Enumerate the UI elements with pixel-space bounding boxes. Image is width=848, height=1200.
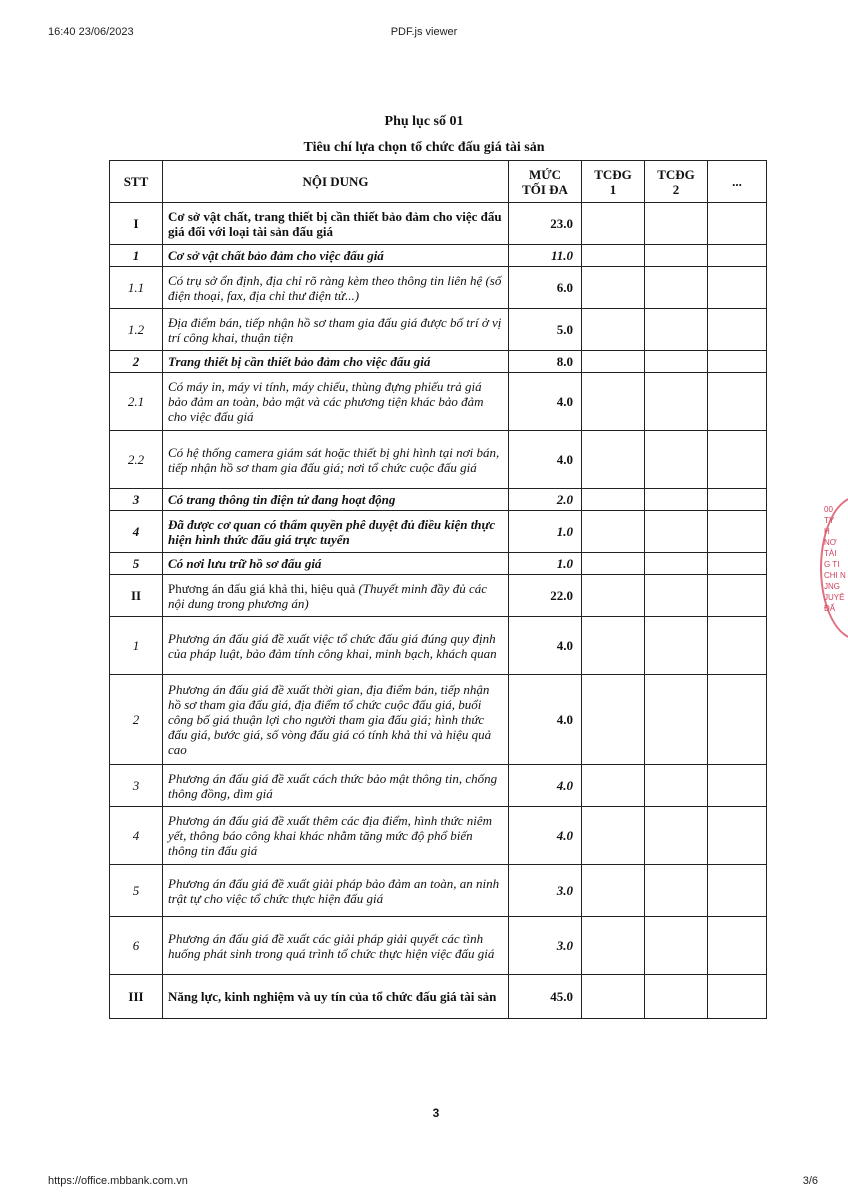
table-header-row bbox=[110, 161, 767, 203]
table-row: II Phương án đấu giá khả thi, hiệu quả (Thuyết minh đầy đủ các nội dung trong phương án) 22.0 bbox=[110, 575, 767, 617]
table-row: 2 Phương án đấu giá đề xuất thời gian, địa điểm bán, tiếp nhận hồ sơ tham gia đấu giá, địa điểm tổ chức cuộc đấu giá, buổi công bố giá thuận lợi cho người tham gia đấu giá; hình thức đấu giá, bước giá, số vòng đấu giá có tính khả thi và hiệu quả cao 4.0 bbox=[110, 675, 767, 765]
page-number: 3 bbox=[432, 1106, 440, 1120]
table-row: 2.1 Có máy in, máy vi tính, máy chiếu, thùng đựng phiếu trả giá bảo đảm an toàn, bảo mật và các phương tiện khác bảo đảm cho việc đấu giá 4.0 bbox=[110, 373, 767, 431]
table-row: 1 Phương án đấu giá đề xuất việc tổ chức đấu giá đúng quy định của pháp luật, bảo đảm tính công khai, minh bạch, khách quan 4.0 bbox=[110, 617, 767, 675]
header-max: MỨC TỐI ĐA bbox=[509, 161, 582, 203]
header-tcdg-2: TCĐG 2 bbox=[645, 161, 708, 203]
table-row: 5 Có nơi lưu trữ hồ sơ đấu giá 1.0 bbox=[110, 553, 767, 575]
appendix-subtitle: Tiêu chí lựa chọn tổ chức đấu giá tài sản bbox=[303, 140, 545, 155]
table-row: 1 Cơ sở vật chất bảo đảm cho việc đấu giá 11.0 bbox=[110, 245, 767, 267]
table-row: 5 Phương án đấu giá đề xuất giải pháp bảo đảm an toàn, an ninh trật tự cho việc tổ chức thực hiện đấu giá 3.0 bbox=[110, 865, 767, 917]
header-tcdg-1: TCĐG 1 bbox=[582, 161, 645, 203]
table-row: 2 Trang thiết bị cần thiết bảo đảm cho việc đấu giá 8.0 bbox=[110, 351, 767, 373]
table-row: 4 Phương án đấu giá đề xuất thêm các địa điểm, hình thức niêm yết, thông báo công khai khác nhằm tăng mức độ phổ biến thông tin đấu giá 4.0 bbox=[110, 807, 767, 865]
criteria-table bbox=[109, 160, 767, 1019]
page-counter: 3/6 bbox=[802, 1175, 818, 1187]
table-row: 3 Có trang thông tin điện tử đang hoạt động 2.0 bbox=[110, 489, 767, 511]
source-url: https://office.mbbank.com.vn bbox=[48, 1175, 188, 1187]
print-datetime: 16:40 23/06/2023 bbox=[48, 26, 134, 38]
header-stt: STT bbox=[110, 161, 163, 203]
header-content: NỘI DUNG bbox=[163, 161, 509, 203]
table-row: III Năng lực, kinh nghiệm và uy tín của tổ chức đấu giá tài sản 45.0 bbox=[110, 975, 767, 1019]
red-seal-stamp bbox=[818, 496, 848, 641]
viewer-title: PDF.js viewer bbox=[390, 26, 458, 38]
table-row: 6 Phương án đấu giá đề xuất các giải pháp giải quyết các tình huống phát sinh trong quá trình tổ chức thực hiện việc đấu giá 3.0 bbox=[110, 917, 767, 975]
table-row: 1.1 Có trụ sở ổn định, địa chỉ rõ ràng kèm theo thông tin liên hệ (số điện thoại, fax, địa chỉ thư điện tử...) 6.0 bbox=[110, 267, 767, 309]
table-row: 1.2 Địa điểm bán, tiếp nhận hồ sơ tham gia đấu giá được bố trí ở vị trí công khai, thuận tiện 5.0 bbox=[110, 309, 767, 351]
table-row: I Cơ sở vật chất, trang thiết bị cần thiết bảo đảm cho việc đấu giá đối với loại tài sản đấu giá 23.0 bbox=[110, 203, 767, 245]
table-row: 3 Phương án đấu giá đề xuất cách thức bảo mật thông tin, chống thông đồng, dìm giá 4.0 bbox=[110, 765, 767, 807]
table-row: 4 Đã được cơ quan có thẩm quyền phê duyệt đủ điều kiện thực hiện hình thức đấu giá trực tuyến 1.0 bbox=[110, 511, 767, 553]
header-more: ... bbox=[708, 161, 767, 203]
appendix-title: Phụ lục số 01 bbox=[384, 114, 464, 129]
seal-text: 00 TY H NƠ TÀI G TI CHI N JNG JUYÊ ĐẤ bbox=[824, 505, 846, 613]
table-row: 2.2 Có hệ thống camera giám sát hoặc thiết bị ghi hình tại nơi bán, tiếp nhận hồ sơ tham gia đấu giá; nơi tổ chức cuộc đấu giá 4.0 bbox=[110, 431, 767, 489]
